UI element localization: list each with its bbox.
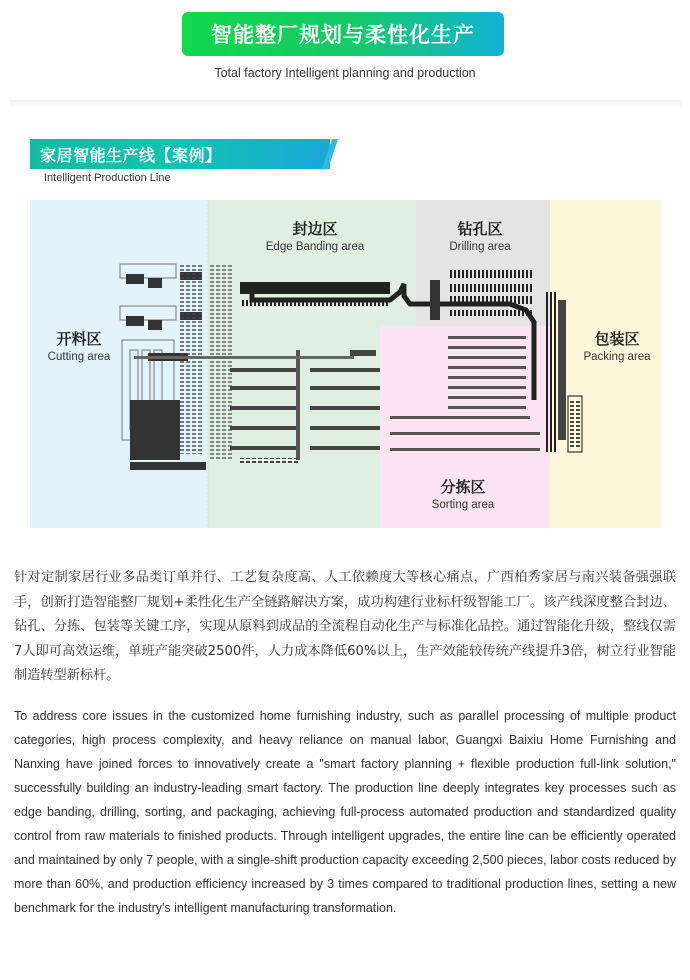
- zone-packing-bg: [550, 200, 662, 528]
- page-subtitle: Total factory Intelligent planning and production: [214, 66, 476, 80]
- zone-label-packing: 包装区 Packing area: [583, 331, 651, 363]
- body-paragraph-chinese: 针对定制家居行业多品类订单并行、工艺复杂度高、人工依赖度大等核心痛点，广西柏秀家居与南兴装备强强联手，创新打造智能整厂规划+柔性化生产全链路解决方案，成功构建行业标杆级智能工厂。该产线深度整合封边、钻孔、分拣、包装等关键工序，实现从原料到成品的全流程自动化生产与标准化品控。通过智能化升级，整线仅需7人即可高效运维，单班产能突破2500件，人力成本降低60%以上，生产效能较传统产线提升3倍，树立行业智能制造转型新标杆。: [14, 570, 676, 683]
- slash-decoration-icon: [310, 139, 342, 169]
- zone-label-edge-banding: 封边区 Edge Banding area: [265, 221, 365, 253]
- zone-label-sorting: 分拣区 Sorting area: [431, 479, 495, 511]
- body-paragraph-english: To address core issues in the customized home furnishing industry, such as parallel processing of multiple product categories, high process complexity, and heavy reliance on manual labor, Guangxi Baixiu Home Furnishing and Nanxing have joined forces to innovatively create a "smart factory planning + flexible production full-link solution," successfully building an industry-leading smart factory. The production line deeply integrates key processes such as edge banding, drilling, sorting, and packaging, achieving full-process automated production and standardized quality control from raw materials to finished products. Through intelligent upgrades, the entire line can be efficiently operated and maintained by only 7 people, with a single-shift production capacity exceeding 2,500 pieces, labor costs reduced by more than 60%, and production efficiency increased by 3 times compared to traditional production lines, setting a new benchmark for the industry's intelligent manufacturing transformation.: [14, 709, 676, 915]
- section-divider: [10, 100, 682, 108]
- zone-label-drilling: 钻孔区 Drilling area: [449, 221, 511, 253]
- production-line-diagram: [30, 200, 662, 528]
- section-title-bar: [30, 139, 330, 169]
- page-title: 智能整厂规划与柔性化生产: [211, 23, 475, 47]
- section-title: 家居智能生产线【案例】: [40, 146, 222, 165]
- section-subtitle: Intelligent Production Line: [44, 172, 171, 184]
- zone-label-cutting: 开料区 Cutting area: [47, 331, 111, 363]
- page-title-banner: [182, 12, 504, 56]
